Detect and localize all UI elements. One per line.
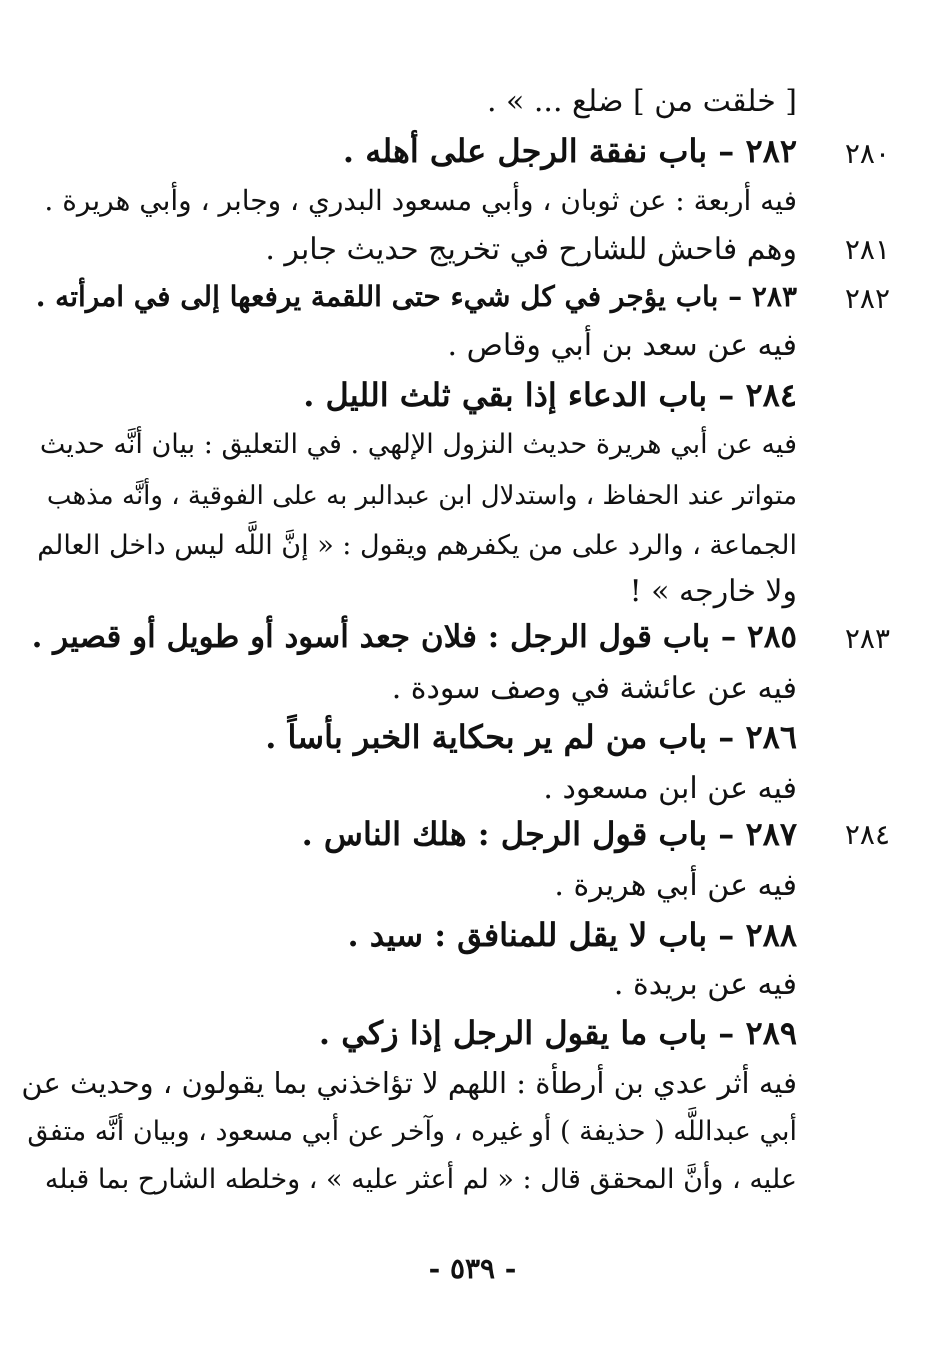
text-line: عليه ، وأنَّ المحقق قال : « لم أعثر عليه » ، وخلطه الشارح بما قبله: [44, 1164, 797, 1195]
text-line: فيه أربعة : عن ثوبان ، وأبي مسعود البدري ، وجابر ، وأبي هريرة .: [44, 184, 797, 217]
margin-number: ٢٨٣: [844, 622, 890, 655]
text-line: فيه أثر عدي بن أرطأة : اللهم لا تؤاخذني بما يقولون ، وحديث عن: [21, 1066, 797, 1100]
text-line: أبي عبداللَّه ( حذيفة ) أو غيره ، وآخر عن أبي مسعود ، وبيان أنَّه متفق: [27, 1116, 797, 1147]
chapter-heading: ٢٨٣ – باب يؤجر في كل شيء حتى اللقمة يرفعها إلى في امرأته .: [35, 280, 797, 313]
chapter-heading: ٢٨٥ – باب قول الرجل : فلان جعد أسود أو طويل أو قصير .: [31, 619, 797, 655]
text-line: وهم فاحش للشارح في تخريج حديث جابر .: [265, 232, 797, 267]
chapter-heading: ٢٨٢ – باب نفقة الرجل على أهله .: [342, 132, 797, 170]
text-line: فيه عن سعد بن أبي وقاص .: [447, 328, 797, 363]
page-number: - ٥٣٩ -: [428, 1252, 517, 1285]
text-line: متواتر عند الحفاظ ، واستدلال ابن عبدالبر به على الفوقية ، وأنَّه مذهب: [46, 481, 797, 511]
margin-number: ٢٨٢: [844, 282, 890, 315]
chapter-heading: ٢٨٦ – باب من لم ير بحكاية الخبر بأساً .: [265, 718, 797, 756]
text-line: [ خلقت من ] ضلع ... » .: [486, 84, 797, 119]
text-line: الجماعة ، والرد على من يكفرهم ويقول : « إنَّ اللَّه ليس داخل العالم: [37, 530, 797, 561]
text-line: فيه عن أبي هريرة حديث النزول الإلهي . في التعليق : بيان أنَّه حديث: [39, 429, 797, 460]
chapter-heading: ٢٨٩ – باب ما يقول الرجل إذا زكي .: [318, 1014, 797, 1052]
chapter-heading: ٢٨٧ – باب قول الرجل : هلك الناس .: [301, 815, 797, 853]
margin-number: ٢٨٠: [844, 137, 890, 170]
chapter-heading: ٢٨٤ – باب الدعاء إذا بقي ثلث الليل .: [303, 376, 797, 414]
text-line: فيه عن أبي هريرة .: [554, 868, 797, 903]
text-line: فيه عن بريدة .: [613, 967, 797, 1002]
margin-number: ٢٨١: [844, 233, 890, 266]
text-line: فيه عن عائشة في وصف سودة .: [391, 671, 797, 706]
margin-number: ٢٨٤: [844, 818, 890, 851]
chapter-heading: ٢٨٨ – باب لا يقل للمنافق : سيد .: [347, 916, 797, 954]
text-line: ولا خارجه » !: [629, 574, 797, 609]
text-line: فيه عن ابن مسعود .: [543, 771, 797, 806]
